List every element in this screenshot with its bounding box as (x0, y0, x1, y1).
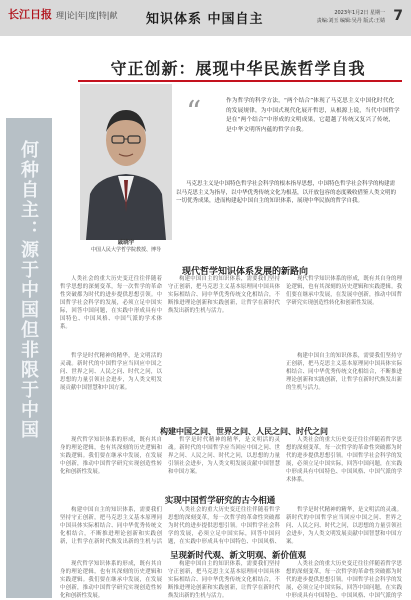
body-paragraph: 现代哲学知识体系的形成，既有其自身的理论逻辑，也有其深刻的历史逻辑和实践逻辑。我们要在继承中发展，在发展中创新，推动中国哲学研究实现创造性转化和创新性发展。 (60, 561, 162, 598)
dateline-date: 2023年1月2日 星期一 (334, 10, 385, 16)
section-heading-2: 构建中国之问、世界之问、人民之问、时代之问 (160, 426, 328, 436)
author-name: 戚晓宇 (117, 240, 135, 246)
body-paragraph: 人类社会的重大历史变迁往往伴随着哲学思想的深刻变革，每一次哲学的革命性突破都为时代的进步提供思想引领。中国哲学社会科学的发展，必须立足中国实际，回答中国问题，在实践中形成具有中国特色、中国风格、 (168, 507, 280, 545)
masthead-logo: 长江日报 (8, 8, 52, 21)
page-number: 7 (393, 8, 403, 24)
dateline-editors: 责编:刘玉 编辑:吴丹 版式:王婧 (316, 18, 385, 24)
section-heading-4: 呈现新时代观、新文明观、新价值观 (170, 551, 307, 561)
body-paragraph: 人类社会的重大历史变迁往往伴随着哲学思想的深刻变革，每一次哲学的革命性突破都为时代的进步提供思想引领。中国哲学社会科学的发展，必须立足中国实际，回答中国问题，在实践中形成具有中国特色、中国风格、中国气派的学 (286, 561, 402, 598)
pull-quote: 作为哲学的科学方法，“两个结合”体现了马克思主义中国化时代化的发展规律，为中国式现代化展开哲思，从根源上说，当代中国哲学是在“两个结合”中形成的文明成果，它超越了传统又复兴了传统，是中华文明所内蕴的哲学自我。 (226, 98, 400, 133)
body-paragraph: 构建中国自主的知识体系，需要我们坚持守正创新，把马克思主义基本原理同中国具体实际相结合、同中华优秀传统文化相结合，不断推进理论创新和实践创新，让哲学在新时代焕发出新的生机与活力。 (168, 561, 280, 598)
section-heading-3: 实现中国哲学研究的古今相通 (164, 496, 276, 506)
vertical-title: 何种自主：源于中国但非限于中国 (18, 140, 39, 440)
section-heading-1: 现代哲学知识体系发展的新路向 (181, 267, 308, 277)
body-paragraph: 构建中国自主的知识体系，需要我们坚持守正创新，把马克思主义基本原理同中国具体实际相结合、同中华优秀传统文化相结合，不断推进理论创新和实践创新，让哲学在新时代焕发出新的生机与活力。 (286, 353, 402, 391)
author-portrait (80, 84, 172, 240)
body-paragraph: 哲学是时代精神的精华，是文明活的灵魂。新时代的中国哲学应当回应中国之问、世界之问、人民之问、时代之问，以思想的力量引领社会进步，为人类文明发展贡献中国智慧和中国方案。 (168, 437, 280, 475)
section-title: 知识体系 中国自主 (146, 12, 264, 27)
body-paragraph: 哲学是时代精神的精华，是文明活的灵魂。新时代的中国哲学应当回应中国之问、世界之问、人民之问、时代之问，以思想的力量引领社会进步，为人类文明发展贡献中国智慧和中国方案。 (286, 507, 402, 545)
author-title: 中国人民大学哲学院教授、博导 (90, 247, 161, 253)
body-paragraph: 人类社会的重大历史变迁往往伴随着哲学思想的深刻变革，每一次哲学的革命性突破都为时代的进步提供思想引领。中国哲学社会科学的发展，必须立足中国实际，回答中国问题，在实践中形成具有中国特色、中国风格、中国气派的学术体系。 (286, 437, 402, 483)
quote-mark: “ (186, 95, 202, 130)
headline: 守正创新：展现中华民族哲学自我 (110, 59, 366, 78)
dateline (317, 9, 385, 25)
masthead-sub: 理|论|年|度|特|献 (56, 11, 118, 20)
masthead (8, 6, 117, 22)
body-paragraph: 现代哲学知识体系的形成，既有其自身的理论逻辑，也有其深刻的历史逻辑和实践逻辑。我们要在继承中发展，在发展中创新，推动中国哲学研究实现创造性转化和创新性发展。 (60, 437, 162, 475)
body-paragraph: 现代哲学知识体系的形成，既有其自身的理论逻辑，也有其深刻的历史逻辑和实践逻辑。我们要在继承中发展，在发展中创新，推动中国哲学研究实现创造性转化和创新性发展。 (286, 276, 402, 306)
body-paragraph: 构建中国自主的知识体系，需要我们坚持守正创新，把马克思主义基本原理同中国具体实际相结合、同中华优秀传统文化相结合，不断推进理论创新和实践创新，让哲学在新时代焕发出新的生机与活 (60, 507, 162, 545)
portrait-caption (80, 240, 172, 254)
headline-rule (78, 80, 402, 82)
intro-paragraph: 马克思主义是中国特色哲学社会科学的根本指导思想，中国特色哲学社会科学的构建需以马克思主义为指导，以中华优秀传统文化为根基，以开放包容的态度吸收借鉴人类文明的一切优秀成果，进而构建起中国自主的知识体系，展现中华民族的哲学自我。 (176, 181, 397, 204)
body-paragraph: 构建中国自主的知识体系，需要我们坚持守正创新，把马克思主义基本原理同中国具体实际相结合、同中华优秀传统文化相结合，不断推进理论创新和实践创新，让哲学在新时代焕发出新的生机与活力。 (168, 276, 280, 314)
body-paragraph: 人类社会的重大历史变迁往往伴随着哲学思想的深刻变革，每一次哲学的革命性突破都为时代的进步提供思想引领。中国哲学社会科学的发展，必须立足中国实际，回答中国问题，在实践中形成具有中国特色、中国风格、中国气派的学术体系。 (60, 276, 162, 330)
body-paragraph: 哲学是时代精神的精华，是文明活的灵魂。新时代的中国哲学应当回应中国之问、世界之问、人民之问、时代之问，以思想的力量引领社会进步，为人类文明发展贡献中国智慧和中国方案。 (60, 353, 162, 391)
